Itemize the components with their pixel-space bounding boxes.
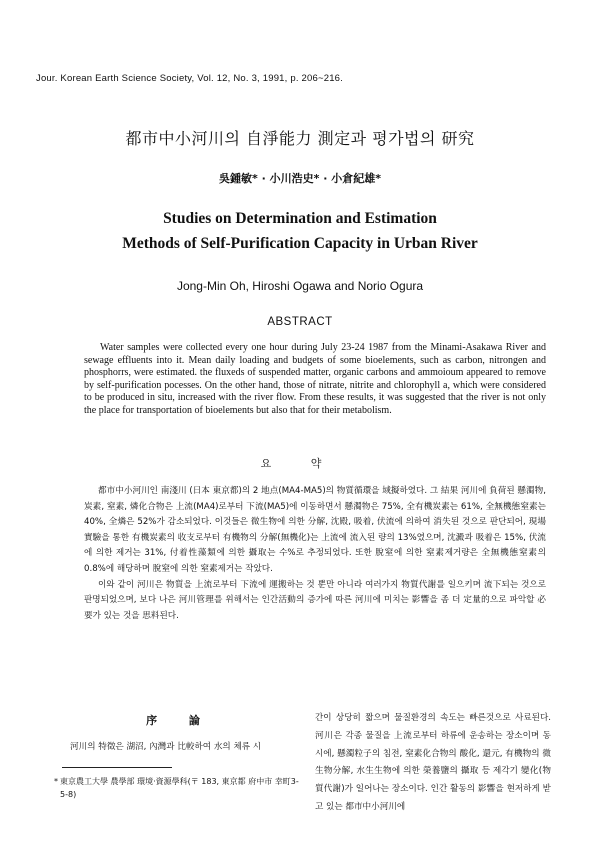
- english-authors: Jong-Min Oh, Hiroshi Ogawa and Norio Ogura: [176, 279, 424, 293]
- korean-title: 都市中小河川의 自淨能力 測定과 평가법의 研究: [125, 129, 475, 148]
- abstract-body: Water samples were collected every one hour during July 23-24 1987 from the Minami-Asakawa River and sewage effluents into it. Mean daily loading and budgets of some bioelements, such as carbon, nitrongen and phosphorrs, were estimated. the fluxeds of suspended matter, organic carbons and ammoioum appeared to remove by self-purification pocesses. On the other hand, those of nitrate, nitrite and chlorophyll a, which were considered to be produced in situ, increased with the river flow. From these results, it was suggested that the river is not only the place for transportation of bioelements but also that for their metabolism.: [84, 342, 546, 416]
- korean-summary: [84, 484, 546, 624]
- affiliation-footnote: [54, 775, 300, 801]
- english-title-line2: Methods of Self-Purification Capacity in Urban River: [122, 235, 478, 252]
- introduction-right-column: 간이 상당히 짧으며 물질환경의 속도는 빠른것으로 사료된다. 河川은 각종 물질을 上流로부터 하류에 운송하는 장소이며 동시에, 懸濁粒子의 침전, 窒素化合物의 酸化, 還元, 有機物의 微生物分解, 水生生物에 의한 榮養鹽의 攝取 등 제각기 變化(物質代謝)가 일어나는 장소이다. 인간 활동의 影響을 현저하게 받고 있는 都市中小河川에: [315, 713, 551, 812]
- korean-summary-heading: 요 약: [260, 457, 340, 470]
- english-title-line1: Studies on Determination and Estimation: [163, 210, 437, 227]
- english-title: [0, 206, 600, 256]
- abstract-heading: ABSTRACT: [267, 316, 333, 328]
- korean-authors: 吳鍾敏* · 小川浩史* · 小倉紀雄*: [219, 172, 381, 185]
- korean-summary-paragraph-2: 이와 같이 河川은 物質을 上流로부터 下流에 運搬하는 것 뿐만 아니라 여러가지 物質代謝를 일으키며 流下되는 것으로 판명되었으며, 보다 나은 河川管理를 위해서는 인간活動의 증가에 따른 河川에 미치는 影響을 좀 더 定量的으로 파악할 必要가 있는 것을 思料된다.: [84, 579, 546, 621]
- introduction-left-column: 河川의 特徵은 湖沼, 內灣과 比較하여 水의 체류 시: [70, 742, 262, 752]
- introduction-heading: 序 論: [146, 714, 214, 727]
- footnote-divider: [62, 767, 172, 768]
- footnote-text: 東京農工大學 農學部 環境·資源學科(〒 183, 東京都 府中市 幸町3-5-8): [60, 777, 299, 799]
- footnote-marker: *: [54, 777, 58, 786]
- journal-citation: Jour. Korean Earth Science Society, Vol. 12, No. 3, 1991, p. 206~216.: [36, 73, 343, 84]
- korean-summary-paragraph-1: 都市中小河川인 南淺川 (日本 東京都)의 2 地点(MA4-MA5)의 物質循環을 域擬하였다. 그 結果 河川에 負荷된 懸濁物, 炭素, 窒素, 燐化合物은 上流(MA4)로부터 下流(MA5)에 이동하면서 懸濁物은 75%, 全有機炭素는 61%, 全無機態窒素는 40%, 全燐은 52%가 감소되었다. 이것들은 微生物에 의한 分解, 沈殿, 吸着, 伏流에 의하여 消失된 것으로 판단되어, 現場實驗을 통한 有機炭素의 收支로부터 有機物의 分解(無機化)는 上流에 流入된 량의 13%였으며, 沈澱과 吸着은 15%, 伏流에 의한 제거는 31%, 付着性藻類에 의한 攝取는 수%로 추정되었다. 또한 脫窒에 의한 窒素제거량은 全無機態窒素의 0.8%에 해당하며 脫窒에 의한 窒素제거는 작았다.: [84, 486, 546, 574]
